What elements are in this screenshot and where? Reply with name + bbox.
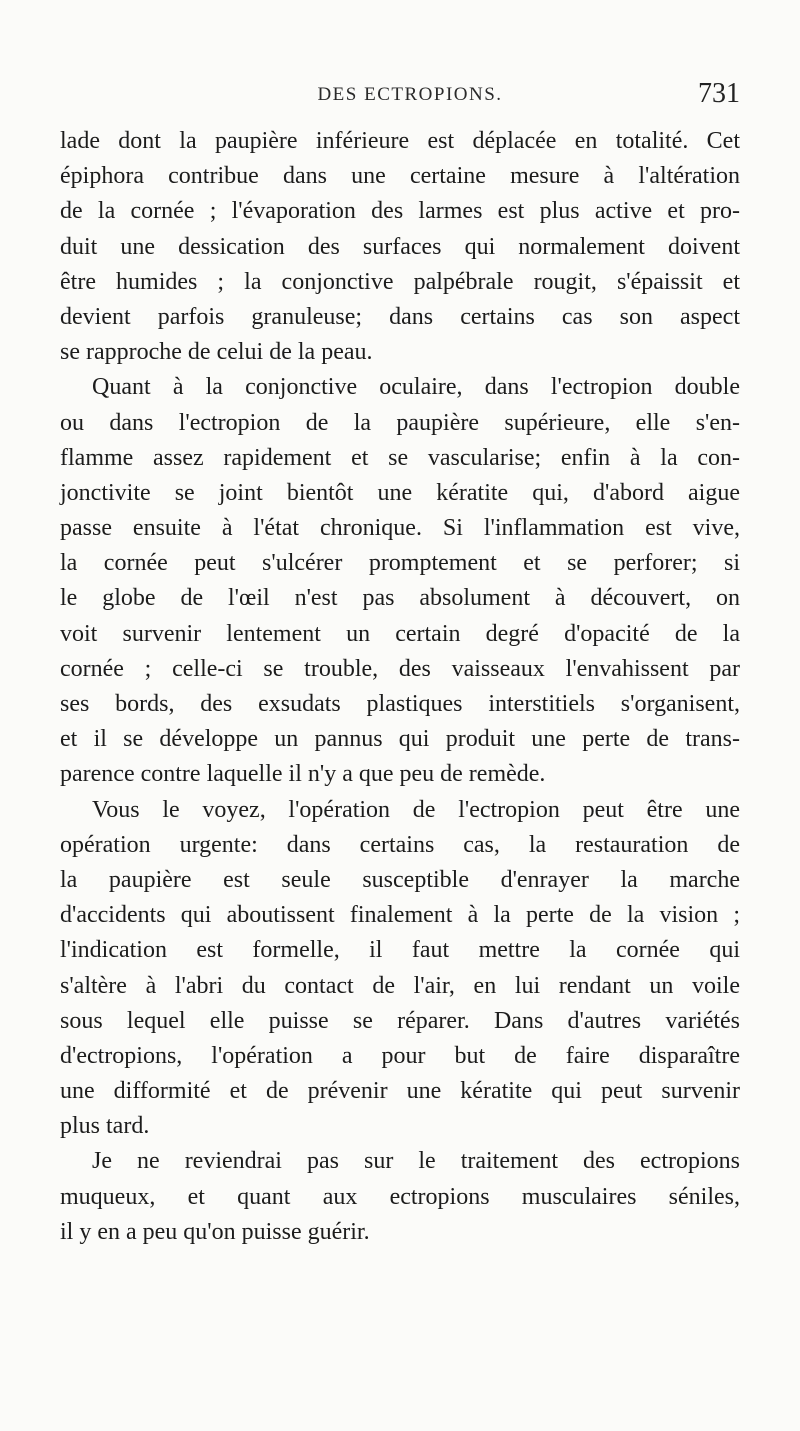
- text-line: Je ne reviendrai pas sur le traitement des ectropions: [92, 1148, 740, 1175]
- text-line: d'accidents qui aboutissent finalement à la perte de la vision ;: [60, 902, 740, 929]
- text-line: la paupière est seule susceptible d'enrayer la marche: [60, 866, 740, 893]
- text-line: Quant à la conjonctive oculaire, dans l'ectropion double: [92, 374, 740, 401]
- text-line: opération urgente: dans certains cas, la restauration de: [60, 831, 740, 858]
- text-line: passe ensuite à l'état chronique. Si l'inflammation est vive,: [60, 515, 740, 542]
- text-line: duit une dessication des surfaces qui normalement doivent: [60, 233, 740, 260]
- text-line: une difformité et de prévenir une kératite qui peut survenir: [60, 1078, 740, 1105]
- text-line: être humides ; la conjonctive palpébrale rougit, s'épaissit et: [60, 268, 740, 295]
- text-line: il y en a peu qu'on puisse guérir.: [60, 1218, 370, 1245]
- text-line: voit survenir lentement un certain degré d'opacité de la: [60, 620, 740, 647]
- text-line: lade dont la paupière inférieure est déplacée en totalité. Cet: [60, 128, 740, 154]
- text-line: ou dans l'ectropion de la paupière supérieure, elle s'en-: [60, 409, 740, 436]
- text-line: se rapproche de celui de la peau.: [60, 339, 373, 366]
- body-text: [60, 124, 740, 1250]
- text-line: épiphora contribue dans une certaine mesure à l'altération: [60, 163, 740, 190]
- text-line: muqueux, et quant aux ectropions musculaires séniles,: [60, 1183, 740, 1210]
- text-line: le globe de l'œil n'est pas absolument à découvert, on: [60, 585, 740, 612]
- text-line: plus tard.: [60, 1113, 150, 1140]
- text-line: cornée ; celle-ci se trouble, des vaisseaux l'envahissent par: [60, 655, 740, 682]
- text-line: la cornée peut s'ulcérer promptement et se perforer; si: [60, 550, 740, 577]
- running-head: [60, 74, 760, 114]
- text-line: ses bords, des exsudats plastiques interstitiels s'organisent,: [60, 691, 740, 717]
- running-title: DES ECTROPIONS.: [317, 84, 503, 105]
- text-line: sous lequel elle puisse se réparer. Dans d'autres variétés: [60, 1007, 740, 1034]
- text-line: de la cornée ; l'évaporation des larmes est plus active et pro-: [60, 198, 740, 225]
- text-line: jonctivite se joint bientôt une kératite qui, d'abord aigue: [60, 479, 740, 506]
- text-line: et il se développe un pannus qui produit une perte de trans-: [60, 726, 740, 753]
- text-line: d'ectropions, l'opération a pour but de faire disparaître: [60, 1042, 740, 1069]
- text-line: s'altère à l'abri du contact de l'air, en lui rendant un voile: [60, 972, 740, 999]
- text-line: flamme assez rapidement et se vascularise; enfin à la con-: [60, 444, 740, 471]
- text-line: l'indication est formelle, il faut mettre la cornée qui: [60, 937, 740, 964]
- page-number: 731: [698, 78, 740, 109]
- text-line: parence contre laquelle il n'y a que peu de remède.: [60, 761, 546, 788]
- text-line: Vous le voyez, l'opération de l'ectropion peut être une: [92, 796, 740, 823]
- text-line: devient parfois granuleuse; dans certains cas son aspect: [60, 303, 740, 330]
